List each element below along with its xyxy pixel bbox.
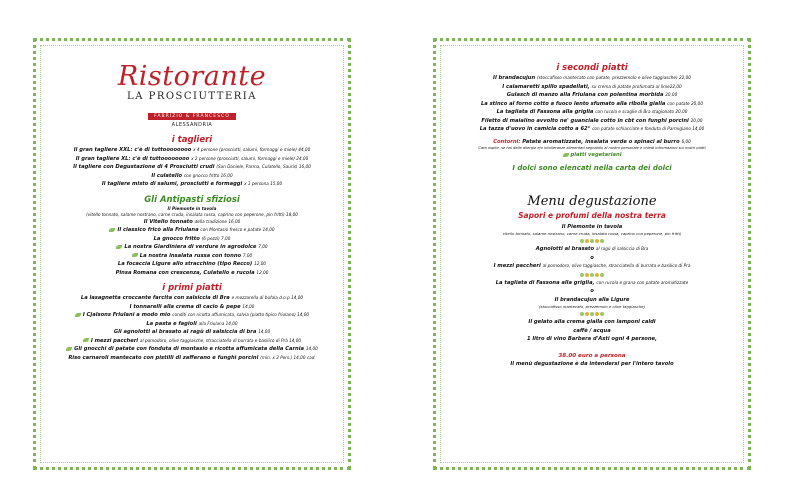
section-title-taglieri: i taglieri: [171, 135, 213, 145]
restaurant-logo: [42, 63, 342, 127]
menu-item: Filetto di maialino avvolto ne' guanciale cotto in cbt con funghi porcini 20,00: [481, 117, 703, 124]
course-brandacujun-desc: (stoccafisso mantecato, prezzemolo e olive taggiasche): [539, 304, 645, 309]
menu-degustazione-subtitle: Sapori e profumi della nostra terra: [518, 210, 666, 220]
antipasti-list: [42, 206, 342, 278]
vegetarian-leaf-icon: [83, 338, 89, 342]
menu-degustazione-title: Menu degustazione: [527, 193, 657, 209]
menu-item: Il gran tagliere XXL: c'è di tuttoooooooo x 4 persone (prosciutti, salumi, formaggi e miele) 44,00: [73, 147, 311, 153]
vegetarian-leaf-icon: [66, 347, 72, 351]
or-separator: o: [590, 254, 594, 261]
menu-item: Il tagliere con Degustazione di 4 Prosciutti crudi (San Daniele, Parma, Culatello, Sauris) 16,00: [73, 164, 311, 170]
course-dessert: Il gelato alla crema gialla con lamponi caldi: [528, 319, 656, 325]
section-title-antipasti: Gli Antipasti sfiziosi: [144, 194, 240, 205]
menu-item-desc: (vitello tonnato, salame nostrano, carne cruda, insalata russa, caprino con peperone, pin fritti) 18,00: [86, 211, 298, 217]
taglieri-list: [42, 146, 342, 189]
menu-item: La nostra Giardiniera di verdure in agrodolce 7,00: [42, 243, 342, 252]
menu-item: Gli gnocchi di patate con fonduta di montasio e ricotta affumicata della Carnia 14,00: [42, 345, 342, 354]
course-wine: 1 litro di vino Barbera d'Asti ogni 4 persone,: [526, 336, 658, 342]
logo-band: FABRIZIO & FRANCESCO: [148, 113, 236, 120]
vegetarian-leaf-icon: [75, 313, 81, 317]
course-coffee: caffè / acqua: [573, 327, 611, 334]
vegetarian-legend: piatti vegetariani: [442, 151, 742, 160]
vegetarian-leaf-icon: [563, 153, 569, 157]
menu-item: I tonnarelli alla crema di cacio & pepe 14,00: [129, 303, 255, 310]
menu-item: I mezzi paccheri al pomodoro, olive taggiasche, stracciatella di burrata e basilico di Prà 14,00: [42, 337, 342, 346]
contorni-line: Contorni: Patate aromatizzate, insalata verde o spinaci al burro 6,00: [493, 138, 691, 145]
menu-item: La tagliata di Fassona alla griglia con rucola e scaglie di Bra stagionato 20,00: [496, 109, 688, 115]
menu-item: I calamaretti spillo spadellati, su crema di patate profumata al lime22,00: [502, 83, 682, 90]
course-paccheri: I mezzi paccheri al pomodoro, olive taggiasche, stracciatella di burrata e basilico di Prà: [493, 263, 691, 269]
menu-item: Il brandacujun (stoccafisso mantecato con patate, prezzemolo e olive taggiasche) 22,00: [493, 75, 691, 81]
course-brandacujun: Il brandacujun alla Ligure: [554, 296, 630, 303]
menu-item: I Cjalsons Friulani a modo mio conditi con ricotta affumicata, salvia (piatto tipico friulano) 14,00: [42, 311, 342, 320]
menu-item: Riso carnaroli mantecato con pistilli di zafferano e funghi porcini (min. x 2 Pers.) 14,00 cad.: [68, 354, 316, 361]
left-content: [42, 41, 342, 362]
section-title-primi: i primi piatti: [162, 283, 222, 293]
logo-subtitle: LA PROSCIUTTERIA: [127, 91, 257, 102]
course-piemonte-desc: vitello tonnato, salame nostrano, carne cruda, insalata russa, caprino con peperone, pin fritti): [502, 231, 682, 236]
menu-item: Gli agnolotti al brasato al ragù di salsiccia di bra 14,00: [113, 329, 271, 335]
menu-page-right: [433, 38, 751, 470]
vegetarian-leaf-icon: [132, 253, 138, 257]
menu-item: La gnocco fritto (6 pezzi) 7,00: [153, 235, 231, 242]
course-agnolotti: Agnolotti al brasato al ragù di salsiccia di Bra: [535, 246, 649, 252]
menu-page-left: [33, 38, 351, 470]
right-content: [442, 41, 742, 368]
menu-item: Il Vitello tonnato della tradizione 16,00: [143, 218, 241, 225]
menu-item: Pinsa Romana con crescenza, Culatello e rucola 12,00: [115, 269, 269, 276]
or-separator: o: [590, 288, 594, 294]
menu-item: Il culatello con gnocco fritto 16,00: [151, 172, 233, 179]
ornament-icon: [442, 312, 742, 316]
section-title-secondi: i secondi piatti: [556, 63, 628, 73]
logo-script-text: Ristorante: [117, 61, 267, 92]
menu-item: La nostra insalata russa con tonno 7,00: [42, 252, 342, 261]
logo-city: ALESSANDRIA: [171, 122, 213, 128]
primi-list: [42, 294, 342, 362]
menu-item-title: Il Piemonte in tavola: [167, 205, 217, 211]
menu-item: La pasta e fagioli alla Friulana 14,00: [146, 320, 238, 327]
vegetarian-leaf-icon: [109, 228, 115, 232]
dolci-note: I dolci sono elencati nella carta dei dolci: [512, 163, 672, 172]
allergy-note: Cara ospite, se hai delle allergie e/o intolleranze alimentari segnalalo al nostro personale e chiedi informazioni sui nostri piatti: [478, 146, 706, 150]
course-piemonte: Il Piemonte in tavola: [561, 223, 623, 230]
menu-item: La tazza d'uovo in camicia cotto a 62° con patate schiacciate e fonduta di Parmigiano 14,00: [479, 126, 705, 132]
menu-item: Il tagliere misto di salumi, prosciutti e formaggi x 1 persona 15,00: [101, 181, 283, 187]
course-tagliata: La tagliata di Fassona alla griglia, con rucola e grana con patate aromatizzate: [495, 279, 689, 286]
ornament-icon: [442, 273, 742, 277]
menu-item: La stinco al forno cotto a fuoco lento sfumato alla ribolla gialla con patate 20,00: [480, 100, 704, 107]
menu-item: La focaccia Ligure allo stracchino (tipo Recco) 12,00: [117, 261, 267, 267]
menu-item: Il gran tagliere XL: c'è di tuttoooooooo x 2 persone (prosciutti, salumi, formaggi e miele) 24,00: [75, 155, 309, 162]
menu-item: La lasagnetta croccante farcita con salsiccia di Bra e mozzarella di bufala d.o.p 14,00: [80, 295, 304, 301]
menu-item: Gulasch di manzo alla Friulana con polentina morbida 20,00: [506, 92, 678, 98]
secondi-list: [442, 74, 742, 134]
menu-footer-note: Il menù degustazione è da intendersi per l'intero tavolo: [510, 360, 674, 367]
vegetarian-leaf-icon: [116, 245, 122, 249]
ornament-icon: [442, 239, 742, 243]
menu-price: 38.00 euro a persona: [558, 352, 626, 359]
menu-item: Il classico fricò alla Friulana con Montasio fresco e patate 14,00: [42, 226, 342, 235]
